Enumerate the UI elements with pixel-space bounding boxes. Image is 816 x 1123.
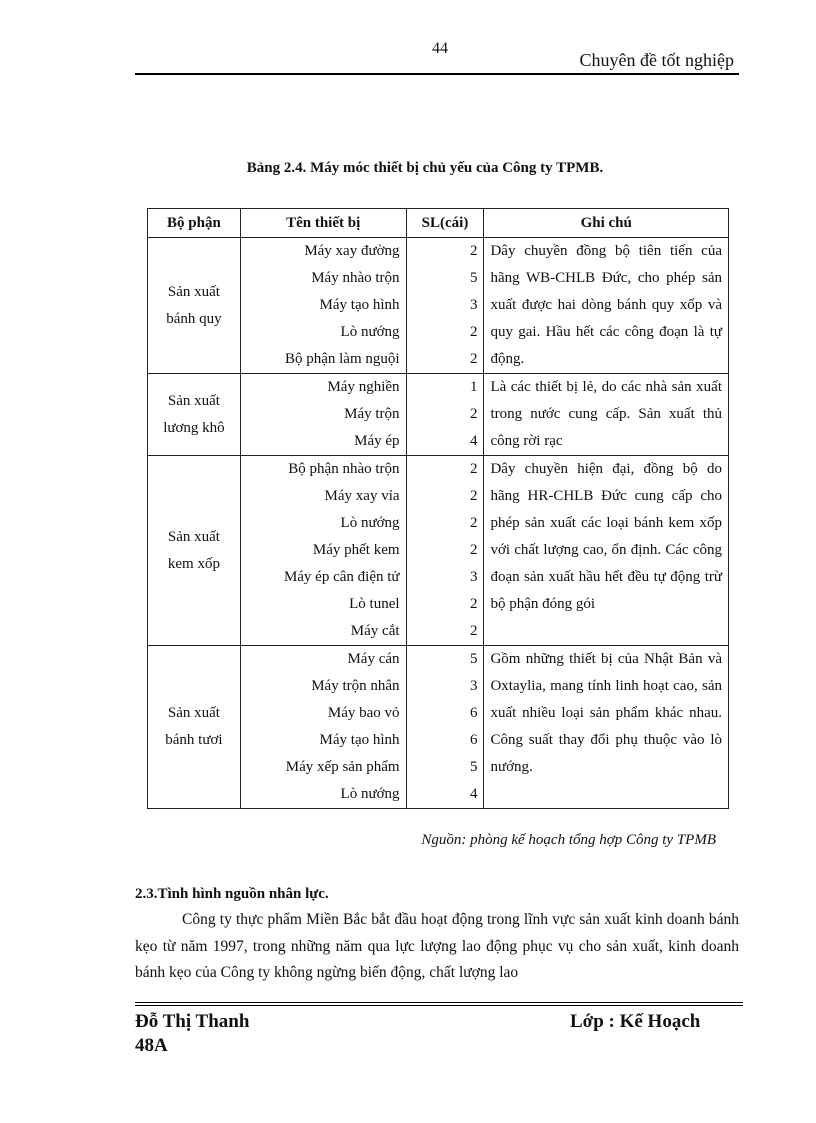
quantity-value: 2 bbox=[469, 542, 478, 558]
quantity-list bbox=[406, 646, 484, 809]
column-header-quantity: SL(cái) bbox=[406, 209, 484, 238]
quantity-value: 2 bbox=[469, 515, 478, 531]
device-name: Lò tunel bbox=[349, 596, 400, 612]
device-name: Máy xay đường bbox=[304, 243, 400, 259]
quantity-value: 2 bbox=[469, 351, 478, 367]
column-header-note: Ghi chú bbox=[484, 209, 729, 238]
quantity-value: 2 bbox=[469, 623, 478, 639]
quantity-value: 2 bbox=[469, 324, 478, 340]
department-line: Sản xuất bbox=[167, 528, 220, 545]
quantity-value: 1 bbox=[469, 379, 478, 395]
device-name: Lò nướng bbox=[340, 515, 400, 531]
quantity-value: 5 bbox=[469, 651, 478, 667]
quantity-list bbox=[406, 374, 484, 456]
page-number: 44 bbox=[432, 40, 448, 57]
device-name: Máy xếp sản phẩm bbox=[285, 759, 400, 775]
author-name bbox=[135, 1010, 249, 1058]
department-line: Sản xuất bbox=[167, 283, 220, 300]
quantity-list bbox=[406, 238, 484, 374]
quantity-value: 6 bbox=[469, 705, 478, 721]
quantity-list bbox=[406, 456, 484, 646]
device-name: Máy trộn bbox=[344, 406, 400, 422]
table-row-banh-tuoi bbox=[148, 646, 729, 809]
header-title: Chuyên đề tốt nghiệp bbox=[579, 50, 734, 70]
quantity-value: 2 bbox=[469, 488, 478, 504]
quantity-value: 4 bbox=[469, 433, 478, 449]
department-cell bbox=[148, 238, 241, 374]
department-cell bbox=[148, 456, 241, 646]
author-name-line: Đỗ Thị Thanh bbox=[135, 1011, 250, 1032]
quantity-value: 3 bbox=[469, 569, 478, 585]
device-name: Máy trộn nhân bbox=[311, 678, 400, 694]
device-name: Máy nghiền bbox=[327, 379, 400, 395]
device-list bbox=[240, 456, 406, 646]
department-line: Sản xuất bbox=[167, 705, 220, 721]
equipment-table bbox=[147, 208, 729, 809]
class-label: Lớp : Kế Hoạch bbox=[570, 1011, 701, 1032]
table-row-banh-quy bbox=[148, 238, 729, 374]
column-header-device: Tên thiết bị bbox=[240, 209, 406, 238]
device-name: Máy phết kem bbox=[312, 542, 400, 558]
table-row-kem-xop bbox=[148, 456, 729, 646]
quantity-value: 2 bbox=[469, 243, 478, 259]
department-line: bánh tươi bbox=[165, 732, 223, 748]
device-list bbox=[240, 646, 406, 809]
quantity-value: 5 bbox=[469, 759, 478, 775]
department-line: kem xốp bbox=[167, 555, 220, 572]
quantity-value: 4 bbox=[469, 786, 478, 802]
device-name: Máy tạo hình bbox=[319, 297, 400, 313]
quantity-value: 2 bbox=[469, 406, 478, 422]
device-list bbox=[240, 238, 406, 374]
device-name: Bộ phận làm nguội bbox=[284, 351, 400, 367]
body-paragraph: Công ty thực phẩm Miền Bắc bắt đầu hoạt động trong lĩnh vực sản xuất kinh doanh bánh kẹo từ năm 1997, trong những năm qua lực lượng lao động phục vụ cho sản xuất, kinh doanh bánh kẹo của Công ty không ngừng biến động, chất lượng lao bbox=[135, 911, 739, 981]
column-header-department: Bộ phận bbox=[148, 209, 241, 238]
quantity-value: 3 bbox=[469, 297, 478, 313]
department-cell bbox=[148, 374, 241, 456]
table-row-luong-kho bbox=[148, 374, 729, 456]
department-line: bánh quy bbox=[166, 310, 222, 327]
device-list bbox=[240, 374, 406, 456]
author-class-code: 48A bbox=[135, 1035, 168, 1056]
header-divider bbox=[135, 73, 739, 75]
table-header-row bbox=[148, 209, 729, 238]
device-name: Máy xay vỉa bbox=[324, 488, 400, 504]
note-cell: Gồm những thiết bị của Nhật Bản và Oxtaylia, mang tính linh hoạt cao, sản xuất nhiều loại sản phẩm khác nhau. Công suất thay đổi phụ thuộc vào lò nướng. bbox=[484, 646, 729, 809]
footer-divider bbox=[135, 1002, 743, 1006]
note-cell: Dây chuyền đồng bộ tiên tiến của hãng WB-CHLB Đức, cho phép sản xuất được hai dòng bánh quy xốp và quy gai. Hầu hết các công đoạn là tự động. bbox=[484, 238, 729, 374]
quantity-value: 2 bbox=[469, 461, 478, 477]
quantity-value: 3 bbox=[469, 678, 478, 694]
device-name: Máy ép bbox=[354, 433, 400, 449]
table-caption: Bảng 2.4. Máy móc thiết bị chủ yếu của Công ty TPMB. bbox=[246, 160, 604, 176]
device-name: Lò nướng bbox=[340, 324, 400, 340]
section-heading: 2.3.Tình hình nguồn nhân lực. bbox=[135, 886, 329, 902]
quantity-value: 5 bbox=[469, 270, 478, 286]
device-name: Máy tạo hình bbox=[319, 732, 400, 748]
device-name: Máy cán bbox=[347, 651, 400, 667]
note-cell: Là các thiết bị lẻ, do các nhà sản xuất trong nước cung cấp. Sản xuất thủ công rời rạc bbox=[484, 374, 729, 456]
quantity-value: 6 bbox=[469, 732, 478, 748]
department-line: lương khô bbox=[163, 419, 225, 436]
device-name: Máy bao vỏ bbox=[327, 705, 400, 721]
device-name: Máy nhào trộn bbox=[311, 270, 400, 286]
department-line: Sản xuất bbox=[167, 392, 220, 409]
device-name: Lò nướng bbox=[340, 786, 400, 802]
quantity-value: 2 bbox=[469, 596, 478, 612]
note-cell: Dây chuyền hiện đại, đồng bộ do hãng HR-CHLB Đức cung cấp cho phép sản xuất các loại bánh kem xốp với chất lượng cao, ổn định. Các công đoạn sản xuất hầu hết đều tự động trừ bộ phận đóng gói bbox=[484, 456, 729, 646]
department-cell bbox=[148, 646, 241, 809]
device-name: Bộ phận nhào trộn bbox=[288, 461, 400, 477]
device-name: Máy cắt bbox=[350, 623, 400, 639]
table-source: Nguồn: phòng kế hoạch tổng hợp Công ty TPMB bbox=[421, 832, 716, 848]
device-name: Máy ép cân điện tử bbox=[283, 569, 400, 585]
